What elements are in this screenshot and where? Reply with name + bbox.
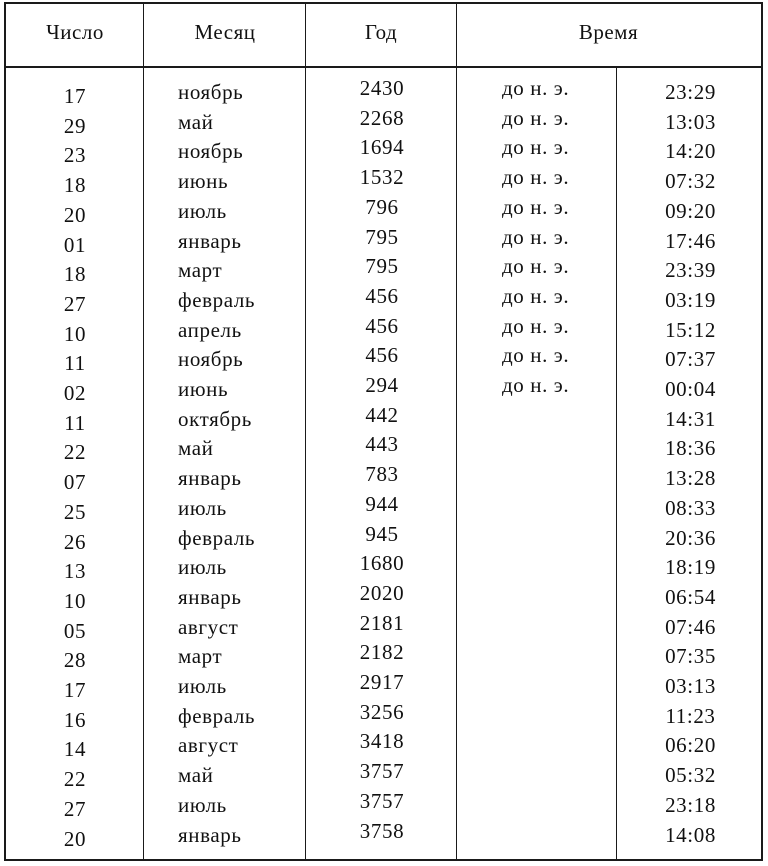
cell-month: май xyxy=(178,763,214,788)
cell-day: 22 xyxy=(63,440,87,465)
cell-day: 20 xyxy=(63,826,87,851)
cell-day: 11 xyxy=(64,351,86,376)
cell-day: 13 xyxy=(63,559,87,584)
cell-day: 17 xyxy=(63,678,87,702)
cell-era: до н. э. xyxy=(502,224,570,249)
cell-era: до н. э. xyxy=(502,135,570,160)
cell-day: 01 xyxy=(63,232,87,257)
cell-day: 27 xyxy=(63,796,87,821)
cell-era: до н. э. xyxy=(502,76,570,100)
cell-era: до н. э. xyxy=(502,373,570,397)
cell-time: 06:54 xyxy=(665,584,716,609)
cell-time: 06:20 xyxy=(665,733,716,758)
cell-day: 05 xyxy=(63,618,87,643)
cell-year: 796 xyxy=(365,194,399,219)
header-year: Год xyxy=(364,19,398,44)
cell-month: август xyxy=(178,733,239,758)
cell-era: до н. э. xyxy=(502,283,570,308)
cell-month: февраль xyxy=(178,287,256,312)
cell-day: 28 xyxy=(63,648,87,673)
cell-time: 07:35 xyxy=(665,644,716,669)
cell-year: 945 xyxy=(365,521,399,546)
cell-time: 05:32 xyxy=(665,763,716,788)
cell-month: январь xyxy=(178,584,242,609)
cell-year: 3418 xyxy=(359,729,405,754)
cell-month: февраль xyxy=(178,525,256,550)
cell-month: январь xyxy=(178,466,242,491)
cell-time: 03:19 xyxy=(665,287,716,312)
cell-year: 442 xyxy=(365,402,399,427)
cell-year: 783 xyxy=(365,462,399,487)
cell-time: 09:20 xyxy=(665,198,716,223)
cell-day: 07 xyxy=(63,470,87,495)
cell-time: 23:39 xyxy=(665,258,716,283)
cell-day: 02 xyxy=(63,381,87,405)
cell-month: май xyxy=(178,109,214,134)
cell-month: июль xyxy=(178,198,227,223)
cell-day: 18 xyxy=(63,262,87,287)
cell-year: 2182 xyxy=(359,640,405,665)
table-row xyxy=(6,818,761,851)
cell-time: 07:46 xyxy=(665,614,716,639)
cell-day: 29 xyxy=(63,113,87,138)
cell-year: 1532 xyxy=(359,165,405,190)
dates-table xyxy=(4,2,763,861)
cell-month: ноябрь xyxy=(178,80,244,104)
cell-time: 14:08 xyxy=(665,822,716,847)
cell-month: июнь xyxy=(178,169,229,194)
cell-time: 20:36 xyxy=(665,525,716,550)
cell-month: октябрь xyxy=(178,406,252,431)
cell-day: 23 xyxy=(63,143,87,168)
cell-time: 18:19 xyxy=(665,555,716,580)
cell-month: февраль xyxy=(178,703,256,728)
cell-month: июль xyxy=(178,495,227,520)
table-body xyxy=(6,68,761,859)
cell-day: 10 xyxy=(63,588,87,613)
cell-era: до н. э. xyxy=(502,313,570,338)
cell-month: май xyxy=(178,436,214,461)
cell-day: 18 xyxy=(63,173,87,198)
cell-time: 14:20 xyxy=(665,139,716,164)
cell-year: 2020 xyxy=(359,580,405,605)
cell-year: 795 xyxy=(365,254,399,279)
cell-time: 07:32 xyxy=(665,169,716,194)
cell-time: 08:33 xyxy=(665,495,716,520)
cell-year: 3757 xyxy=(359,759,405,784)
cell-month: январь xyxy=(178,822,242,847)
cell-day: 11 xyxy=(64,410,86,435)
header-day: Число xyxy=(46,19,104,44)
cell-time: 17:46 xyxy=(665,228,716,253)
cell-time: 07:37 xyxy=(665,347,716,372)
cell-era: до н. э. xyxy=(502,105,570,130)
cell-year: 1694 xyxy=(359,135,405,160)
cell-month: март xyxy=(178,644,223,669)
cell-year: 456 xyxy=(365,283,399,308)
cell-year: 3758 xyxy=(359,818,405,843)
cell-time: 13:03 xyxy=(665,109,716,134)
cell-day: 26 xyxy=(63,529,87,554)
cell-month: август xyxy=(178,614,239,639)
cell-month: март xyxy=(178,258,223,283)
header-time: Время xyxy=(578,19,639,44)
cell-day: 22 xyxy=(63,767,87,792)
cell-year: 1680 xyxy=(359,551,405,576)
cell-year: 443 xyxy=(365,432,399,457)
cell-year: 2181 xyxy=(359,610,405,635)
cell-year: 944 xyxy=(365,491,399,516)
cell-day: 20 xyxy=(63,202,87,227)
cell-year: 294 xyxy=(365,373,399,397)
table-header xyxy=(6,4,761,68)
cell-year: 2917 xyxy=(359,670,405,694)
cell-year: 795 xyxy=(365,224,399,249)
cell-year: 456 xyxy=(365,313,399,338)
cell-era: до н. э. xyxy=(502,194,570,219)
cell-day: 10 xyxy=(63,321,87,346)
cell-era: до н. э. xyxy=(502,254,570,279)
cell-month: июнь xyxy=(178,377,229,401)
cell-year: 3757 xyxy=(359,788,405,813)
cell-year: 3256 xyxy=(359,699,405,724)
cell-era: до н. э. xyxy=(502,343,570,368)
cell-month: апрель xyxy=(178,317,242,342)
cell-time: 00:04 xyxy=(665,377,716,401)
cell-month: январь xyxy=(178,228,242,253)
cell-time: 11:23 xyxy=(665,703,716,728)
cell-day: 27 xyxy=(63,291,87,316)
cell-day: 25 xyxy=(63,499,87,524)
header-month: Месяц xyxy=(194,19,256,44)
cell-time: 18:36 xyxy=(665,436,716,461)
cell-time: 13:28 xyxy=(665,466,716,491)
cell-month: июль xyxy=(178,674,227,698)
cell-day: 14 xyxy=(63,737,87,762)
cell-time: 23:29 xyxy=(665,80,716,104)
cell-month: ноябрь xyxy=(178,347,244,372)
cell-year: 2430 xyxy=(359,76,405,100)
cell-day: 16 xyxy=(63,707,87,732)
cell-time: 15:12 xyxy=(665,317,716,342)
cell-month: июль xyxy=(178,555,227,580)
cell-year: 456 xyxy=(365,343,399,368)
cell-month: ноябрь xyxy=(178,139,244,164)
cell-era: до н. э. xyxy=(502,165,570,190)
cell-time: 23:18 xyxy=(665,792,716,817)
cell-month: июль xyxy=(178,792,227,817)
cell-day: 17 xyxy=(63,84,87,108)
cell-time: 03:13 xyxy=(665,674,716,698)
cell-time: 14:31 xyxy=(665,406,716,431)
cell-year: 2268 xyxy=(359,105,405,130)
